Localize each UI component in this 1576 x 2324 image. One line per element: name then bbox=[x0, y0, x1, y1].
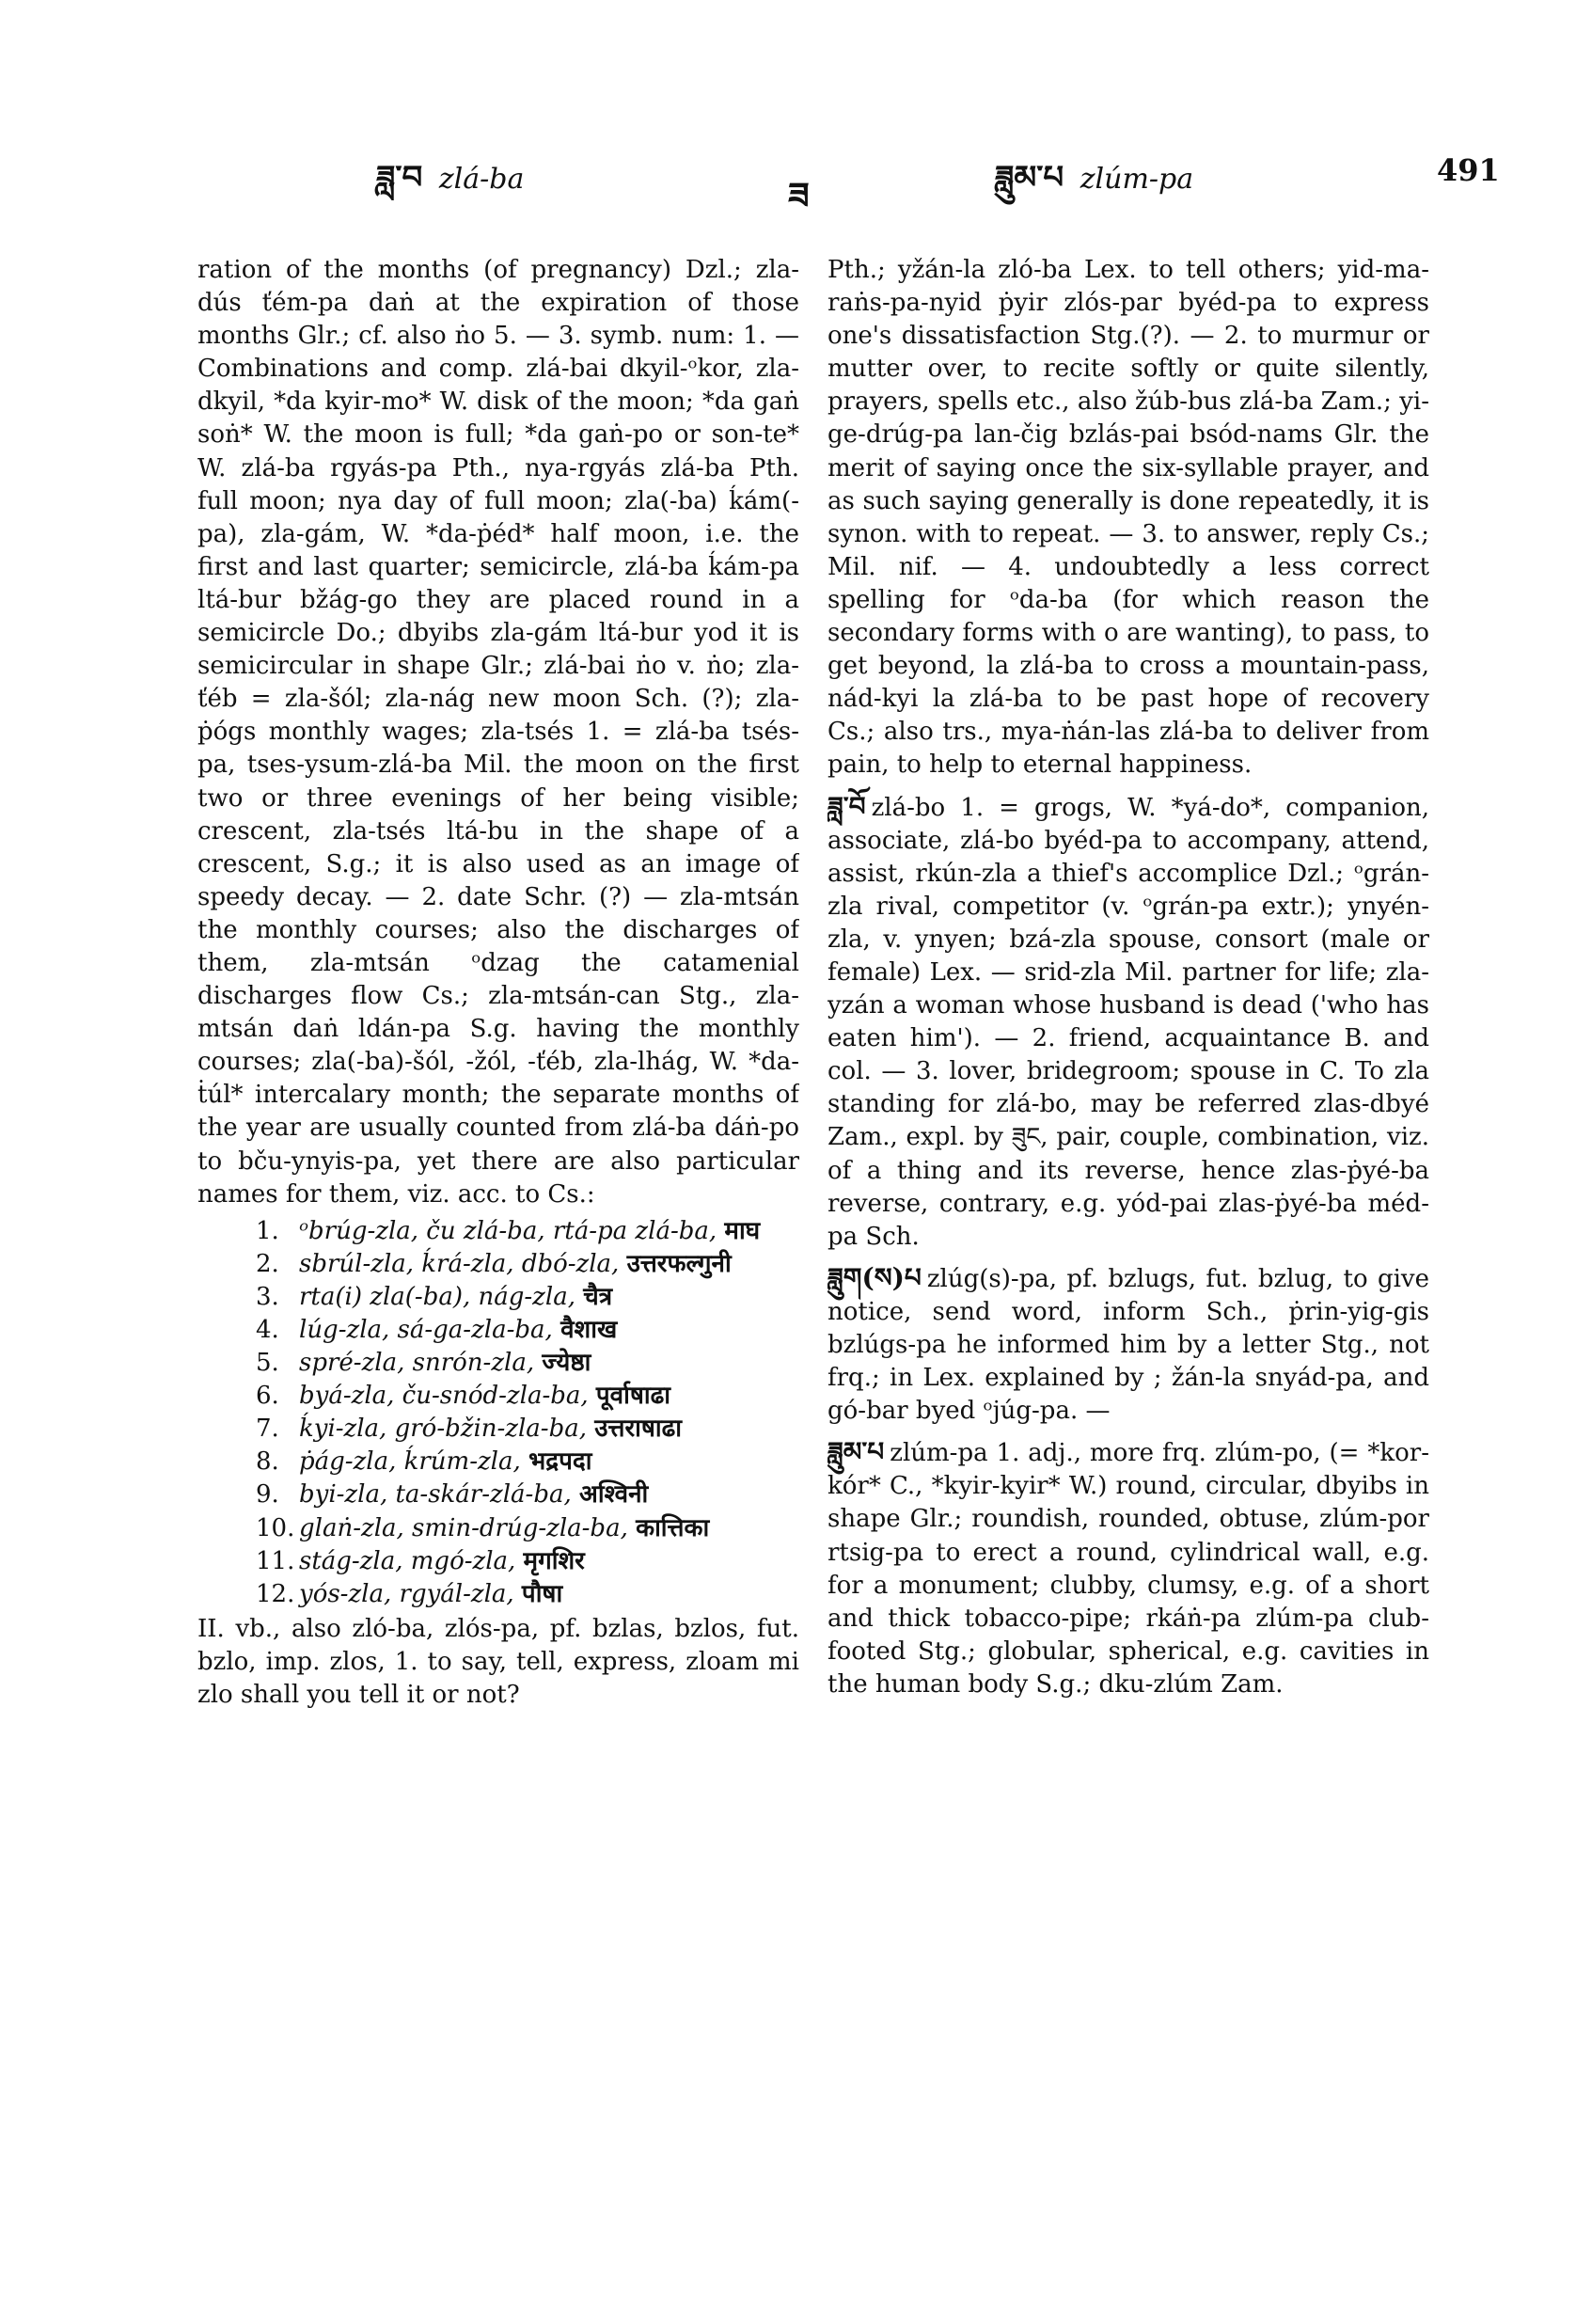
section-letter: ཟ bbox=[788, 175, 810, 216]
dictionary-entry bbox=[827, 790, 1429, 1254]
entry-text: ration of the months (of pregnancy) Dzl.; zla-dús ťém-pa daṅ at the expiration of those months Glr.; cf. also ṅo 5. — 3. symb. num: 1. — Combinations and comp. zlá-bai dkyil-ᵒkor, zla-dkyil, *da kyir-mo* W. disk of the moon; *da gaṅ soṅ* W. the moon is full; *da gaṅ-po or son-te* W. zlá-ba rgyás-pa Pth., nya-rgyás zlá-ba Pth. full moon; nya day of full moon; zla(-ba) ḱám(-pa), zla-gám, W. *da-ṗéd* half moon, i.e. the first and last quarter; semicircle, zlá-ba ḱám-pa ltá-bur bžág-go they are placed round in a semicircle Do.; dbyibs zla-gám ltá-bur yod it is semicircular in shape Glr.; zlá-bai ṅo v. ṅo; zla-ťéb = zla-šól; zla-nág new moon Sch. (?); zla-ṗógs monthly wages; zla-tsés 1. = zlá-ba tsés-pa, tses-ysum-zlá-ba Mil. the moon on the first two or three evenings of her being visible; crescent, zla-tsés ltá-bu in the shape of a crescent, S.g.; it is also used as an image of speedy decay. — 2. date Schr. (?) — zla-mtsán the monthly courses; also the discharges of them, zla-mtsán ᵒdzag the catamenial discharges flow Cs.; zla-mtsán-can Stg., zla-mtsán daṅ ldán-pa S.g. having the monthly courses; zla(-ba)-šól, -žól, -ťéb, zla-lhág, W. *da-ṫúl* intercalary month; the separate months of the year are usually counted from zlá-ba dáṅ-po to bču-ynyis-pa, yet there are also particular names for them, viz. acc. to Cs.: bbox=[197, 256, 799, 1209]
page-number: 491 bbox=[1437, 152, 1500, 188]
entry-text: II. vb., also zló-ba, zlós-pa, pf. bzlas, bzlos, fut. bzlo, imp. zlos, 1. to say, tell, express, zloam mi zlo shall you tell it or not? bbox=[197, 1614, 799, 1710]
dictionary-entry bbox=[827, 1435, 1429, 1701]
headword-tibetan: ཟླུམ་པ bbox=[827, 1436, 885, 1468]
right-column bbox=[827, 254, 1429, 2257]
entry-text: zlá-bo 1. = grogs, W. *yá-do*, companion, associate, zlá-bo byéd-pa to accompany, attend, assist, rkún-zla a thief's accomplice Dzl.; ᵒgrán-zla rival, competitor (v. ᵒgrán-pa extr.); ynyén-zla, v. ynyen; bzá-zla spouse, consort (male or female) Lex. — srid-zla Mil. partner for life; zla-yzán a woman whose husband is dead ('who has eaten him'). — 2. friend, acquaintance B. and col. — 3. lover, bridegroom; spouse in C. To zla standing for zlá-bo, may be referred zlas-dbyé Zam., expl. by ཟུང, pair, couple, combination, viz. of a thing and its reverse, hence zlas-ṗyé-ba reverse, contrary, e.g. yód-pai zlas-ṗyé-ba méd-pa Sch. bbox=[827, 793, 1429, 1251]
list-item: 9. byi-zla, ta-skár-zlá-ba, अश्विनी bbox=[256, 1480, 649, 1510]
entry-text: zlúm-pa 1. adj., more frq. zlúm-po, (= *kor-kór* C., *kyir-kyir* W.) round, circular, dbyibs in shape Glr.; roundish, rounded, obtuse, zlúm-por rtsig-pa to erect a round, cylindrical wall, e.g. for a monument; clubby, clumsy, e.g. of a short and thick tobacco-pipe; rkáṅ-pa zlúm-pa club-footed Stg.; globular, spherical, e.g. cavities in the human body S.g.; dku-zlúm Zam. bbox=[827, 1439, 1429, 1699]
right-running-head bbox=[995, 141, 1193, 231]
headword-tibetan: ཟླ་བོ bbox=[827, 790, 866, 822]
entry-text: Pth.; yžán-la zló-ba Lex. to tell others; yid-ma-raṅs-pa-nyid ṗyir zlós-par byéd-pa to express one's dissatisfaction Stg.(?). — 2. to murmur or mutter over, to recite softly or quite silently, prayers, spells etc., also žúb-bus zlá-ba Zam.; yi-ge-drúg-pa lan-čig bzlás-pai bsód-nams Glr. the merit of saying once the six-syllable prayer, and as such saying generally is done repeatedly, it is synon. with to repeat. — 3. to answer, reply Cs.; Mil. nif. — 4. undoubtedly a less correct spelling for ᵒda-ba (for which reason the secondary forms with o are wanting), to pass, to get beyond, la zlá-ba to cross a mountain-pass, nád-kyi la zlá-ba to be past hope of recovery Cs.; also trs., mya-ṅán-las zlá-ba to deliver from pain, to help to eternal happiness. bbox=[827, 256, 1429, 780]
list-item: 8. ṗág-zla, ḱrúm-zla, भद्रपदा bbox=[256, 1447, 592, 1477]
list-item: 4. lúg-zla, sá-ga-zla-ba, वैशाख bbox=[256, 1316, 618, 1344]
left-column bbox=[197, 254, 799, 2257]
list-item: 6. byá-zla, ču-snód-zla-ba, पूर्वाषाढा bbox=[256, 1382, 670, 1411]
dictionary-entry bbox=[827, 1261, 1429, 1428]
right-head-title: zlúm-pa bbox=[1080, 163, 1194, 196]
list-item: 5. spré-zla, snrón-zla, ज्येष्ठा bbox=[256, 1349, 591, 1378]
list-item: 1. ᵒbrúg-zla, ču zlá-ba, rtá-pa zlá-ba, माघ bbox=[256, 1216, 761, 1245]
month-list bbox=[197, 1215, 799, 1611]
list-item: 2. sbrúl-zla, ḱrá-zla, dbó-zla, उत्तरफल्गुनी bbox=[256, 1249, 732, 1278]
headword-tibetan: ཟླུག(ས)པ bbox=[827, 1261, 922, 1293]
left-running-head bbox=[376, 141, 524, 231]
list-item: 11. stág-zla, mgó-zla, मृगशिर bbox=[256, 1546, 585, 1575]
list-item: 7. ḱyi-zla, gró-bžin-zla-ba, उत्तराषाढा bbox=[256, 1415, 682, 1444]
left-head-title: zlá-ba bbox=[438, 163, 525, 196]
list-item: 3. rta(i) zla(-ba), nág-zla, चैत्र bbox=[256, 1282, 613, 1311]
list-item: 10. glaṅ-zla, smin-drúg-zla-ba, कात्तिका bbox=[256, 1513, 710, 1542]
left-head-tibetan: ཟླ་བ bbox=[376, 159, 423, 197]
entry-text: zlúg(s)-pa, pf. bzlugs, fut. bzlug, to give notice, send word, inform Sch., ṗrin-yig-gis bzlúgs-pa he informed him by a letter Stg., not frq.; in Lex. explained by ; žán-la snyád-pa, and gó-bar byed ᵒjúg-pa. — bbox=[827, 1264, 1429, 1426]
list-item: 12. yós-zla, rgyál-zla, पौषा bbox=[256, 1579, 563, 1608]
right-head-tibetan: ཟླུམ་པ bbox=[995, 159, 1064, 197]
